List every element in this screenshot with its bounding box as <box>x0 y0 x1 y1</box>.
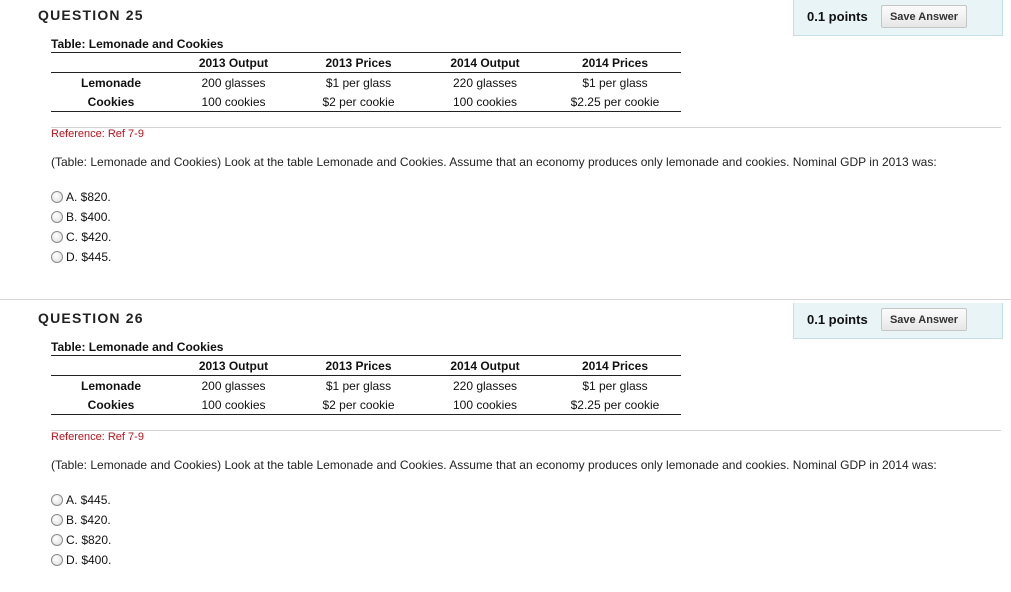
table-title: Table: Lemonade and Cookies <box>51 37 224 51</box>
option-label: C. $820. <box>66 533 112 547</box>
answer-options <box>51 490 111 570</box>
radio-button[interactable] <box>51 534 63 546</box>
option-label: A. $820. <box>66 190 111 204</box>
table-cell: 100 cookies <box>421 92 549 112</box>
question-text: (Table: Lemonade and Cookies) Look at the table Lemonade and Cookies. Assume that an economy produces only lemonade and cookies. Nominal GDP in 2013 was: <box>51 155 937 169</box>
row-label: Lemonade <box>80 378 141 393</box>
row-label: Cookies <box>51 92 171 112</box>
answer-option-d[interactable] <box>51 247 111 267</box>
answer-option-a[interactable] <box>51 187 111 207</box>
option-label: D. $400. <box>66 553 112 567</box>
question-title: QUESTION 25 <box>38 7 144 23</box>
table-cell: $1 per glass <box>582 378 648 393</box>
table-header-cell: 2014 Prices <box>549 356 681 376</box>
table-cell: 100 cookies <box>171 92 296 112</box>
data-table <box>51 355 681 415</box>
save-answer-button[interactable]: Save Answer <box>881 5 967 28</box>
table-header-cell: 2014 Output <box>421 356 549 376</box>
points-panel <box>793 303 1003 339</box>
radio-button[interactable] <box>51 211 63 223</box>
table-cell: 100 cookies <box>421 395 549 415</box>
question-text: (Table: Lemonade and Cookies) Look at the table Lemonade and Cookies. Assume that an economy produces only lemonade and cookies. Nominal GDP in 2014 was: <box>51 458 937 472</box>
divider <box>51 430 1001 431</box>
table-row <box>51 92 681 112</box>
table-row <box>51 395 681 415</box>
table-header-cell: 2014 Prices <box>549 53 681 73</box>
row-label: Lemonade <box>80 75 141 90</box>
answer-option-b[interactable] <box>51 510 111 530</box>
option-label: A. $445. <box>66 493 111 507</box>
reference-label: Reference: Ref 7-9 <box>51 128 144 140</box>
table-cell: $1 per glass <box>325 75 392 90</box>
points-panel <box>793 0 1003 36</box>
table-header-cell: 2013 Output <box>171 53 296 73</box>
table-header-cell: 2013 Output <box>171 356 296 376</box>
answer-option-b[interactable] <box>51 207 111 227</box>
table-cell: $2 per cookie <box>296 92 421 112</box>
table-cell: 100 cookies <box>171 395 296 415</box>
answer-option-d[interactable] <box>51 550 111 570</box>
answer-option-c[interactable] <box>51 227 111 247</box>
table-cell: $1 per glass <box>325 378 392 393</box>
answer-options <box>51 187 111 267</box>
radio-button[interactable] <box>51 191 63 203</box>
option-label: B. $420. <box>66 513 111 527</box>
reference-label: Reference: Ref 7-9 <box>51 431 144 443</box>
table-row <box>51 376 681 396</box>
table-row <box>51 73 681 93</box>
save-answer-button[interactable]: Save Answer <box>881 308 967 331</box>
table-header-cell: 2013 Prices <box>296 356 421 376</box>
radio-button[interactable] <box>51 231 63 243</box>
table-title: Table: Lemonade and Cookies <box>51 340 224 354</box>
table-cell: 200 glasses <box>201 75 266 90</box>
table-header-cell: 2013 Prices <box>296 53 421 73</box>
table-header-cell <box>51 53 171 73</box>
table-cell: $2.25 per cookie <box>549 92 681 112</box>
table-cell: 220 glasses <box>452 75 518 90</box>
table-cell: $2.25 per cookie <box>549 395 681 415</box>
points-label: 0.1 points <box>807 312 868 327</box>
table-header-cell <box>51 356 171 376</box>
radio-button[interactable] <box>51 251 63 263</box>
question-divider <box>0 299 1011 300</box>
table-cell: $2 per cookie <box>296 395 421 415</box>
data-table <box>51 52 681 112</box>
table-cell: 220 glasses <box>452 378 518 393</box>
table-cell: 200 glasses <box>201 378 266 393</box>
answer-option-c[interactable] <box>51 530 111 550</box>
option-label: C. $420. <box>66 230 112 244</box>
table-cell: $1 per glass <box>582 75 648 90</box>
row-label: Cookies <box>51 395 171 415</box>
radio-button[interactable] <box>51 494 63 506</box>
radio-button[interactable] <box>51 554 63 566</box>
option-label: B. $400. <box>66 210 111 224</box>
divider <box>51 127 1001 128</box>
points-label: 0.1 points <box>807 9 868 24</box>
table-header-cell: 2014 Output <box>421 53 549 73</box>
answer-option-a[interactable] <box>51 490 111 510</box>
option-label: D. $445. <box>66 250 112 264</box>
question-26 <box>0 303 1011 592</box>
radio-button[interactable] <box>51 514 63 526</box>
question-title: QUESTION 26 <box>38 310 144 326</box>
